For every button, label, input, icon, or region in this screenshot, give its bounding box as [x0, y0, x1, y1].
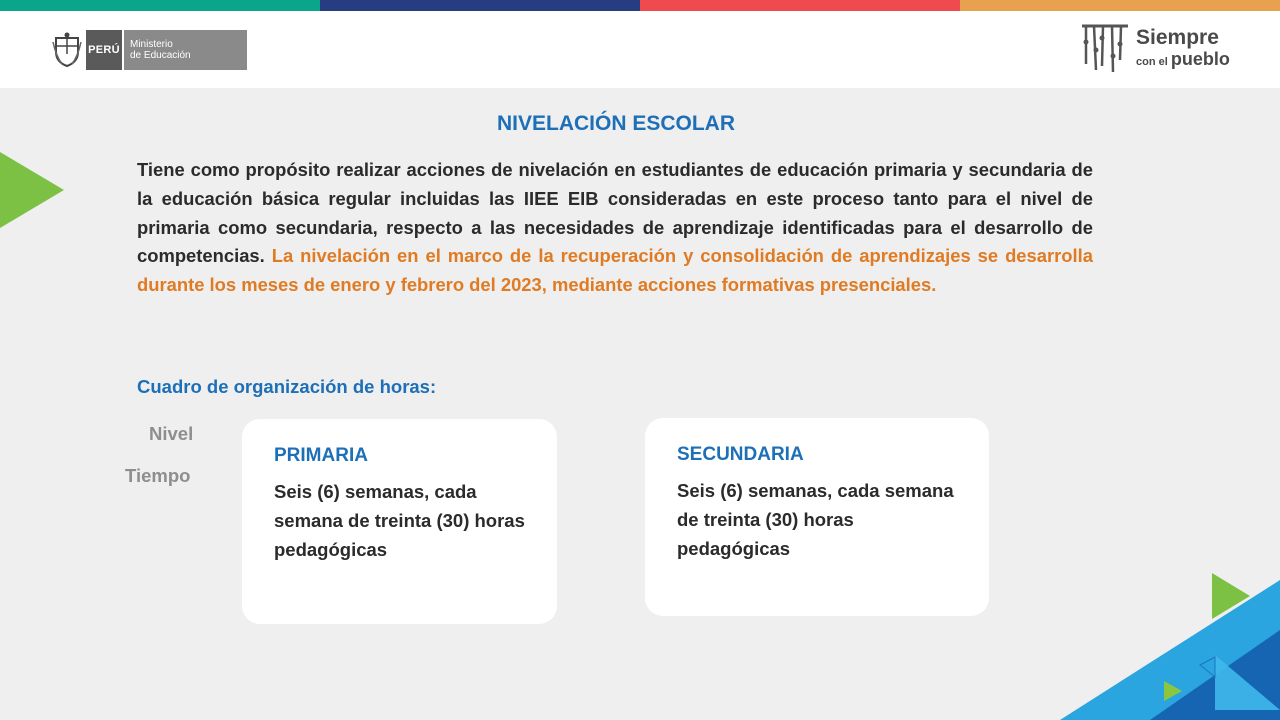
row-label-level: Nivel: [149, 423, 194, 444]
table-title: Cuadro de organización de horas:: [137, 376, 437, 397]
peru-label: PERÚ: [86, 30, 122, 70]
coat-of-arms-icon: [52, 32, 82, 68]
corner-decoration: [1040, 560, 1280, 720]
slogan-text: [1136, 27, 1230, 68]
slogan-line-2: [1136, 50, 1230, 68]
card-time-text: Seis (6) semanas, cada semana de treinta (30) horas pedagógicas: [274, 481, 525, 560]
ministry-line-2: de Educación: [130, 50, 191, 61]
description-highlight: La nivelación en el marco de la recuperación y consolidación de aprendizajes se desarrolla durante los meses de enero y febrero del 2023, mediante acciones formativas presenciales.: [137, 245, 1093, 296]
brand-bar-red: [640, 0, 960, 11]
card-level-title: SECUNDARIA: [677, 444, 804, 465]
card-level-title: PRIMARIA: [274, 445, 368, 466]
brand-bar-orange: [960, 0, 1280, 11]
slide-title: NIVELACIÓN ESCOLAR: [496, 112, 735, 135]
description-paragraph: [137, 156, 1093, 300]
description-main: Tiene como propósito realizar acciones de nivelación en estudiantes de educación primaria y secundaria de la educación básica regular incluidas las IIEE EIB consideradas en este proceso tanto para el nivel de primaria como secundaria, respecto a las necesidades de aprendizaje identificadas para el desarrollo de competencias.: [137, 159, 1093, 267]
slogan-main: pueblo: [1170, 48, 1230, 69]
siempre-logo: [1080, 20, 1230, 74]
brand-bar-teal: [0, 0, 320, 11]
minedu-logo: [52, 30, 247, 70]
quipu-icon: [1080, 20, 1130, 74]
brand-color-bar: [0, 0, 1280, 11]
card-time-text: Seis (6) semanas, cada semana de treinta (30) horas pedagógicas: [677, 480, 954, 559]
secundaria-card: [645, 418, 989, 616]
header: [0, 11, 1280, 88]
ministry-label: [124, 30, 247, 70]
row-label-time: Tiempo: [125, 465, 191, 486]
slogan-prefix: con el: [1136, 55, 1168, 68]
primaria-card: [242, 419, 557, 624]
slogan-line-1: Siempre: [1136, 25, 1219, 49]
ministry-line-1: Ministerio: [130, 39, 173, 50]
green-arrow-decoration: [0, 152, 64, 228]
brand-bar-navy: [320, 0, 640, 11]
